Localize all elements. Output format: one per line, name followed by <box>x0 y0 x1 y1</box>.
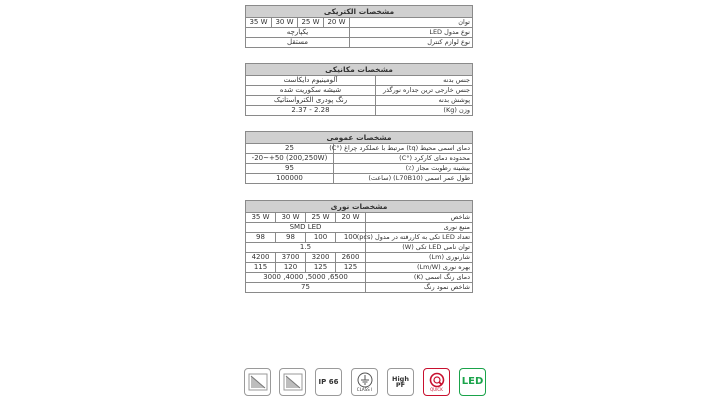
table-row: 95 بیشینه رطوبت مجاز (٪) <box>246 164 473 174</box>
table-row: 2.37 - 2.28 وزن (Kg) <box>246 106 473 116</box>
beam-angle-icon <box>279 368 306 396</box>
table-row: 115 120 125 125 بهره نوری (Lm/W) <box>246 263 473 273</box>
section-title: مشخصات نوری <box>246 201 473 213</box>
table-row: 4200 3700 3200 2600 شارنوری (Lm) <box>246 253 473 263</box>
class1-ground-icon: CLASS I <box>351 368 378 396</box>
table-row: شیشه سکوریت شده جنس خارجی ترین جداره نورگذر <box>246 86 473 96</box>
ip66-icon: IP 66 <box>315 368 342 396</box>
table-row: SMD LED منبع نوری <box>246 223 473 233</box>
mechanical-table <box>245 63 473 116</box>
section-title: مشخصات مکانیکی <box>246 64 473 76</box>
table-row: رنگ پودری الکترواستاتیک پوشش بدنه <box>246 96 473 106</box>
table-row: 3000 ,4000 ,5000 ,6500 دمای رنگ اسمی (K) <box>246 273 473 283</box>
table-row: یکپارچه نوع مدول LED <box>246 28 473 38</box>
table-row: -20~+50 (200,250W) محدوده دمای کارکرد (°C) <box>246 154 473 164</box>
section-title: مشخصات الکتریکی <box>246 6 473 18</box>
electrical-table <box>245 5 473 48</box>
table-row: 35 W 30 W 25 W 20 W شاخص <box>246 213 473 223</box>
beam-angle-icon <box>244 368 271 396</box>
table-row: 1.5 توان نامی LED تکی (W) <box>246 243 473 253</box>
table-row: آلومینیوم دایکاست جنس بدنه <box>246 76 473 86</box>
high-pf-icon: High PF <box>387 368 414 396</box>
quick-icon: QUICK <box>423 368 450 396</box>
led-icon: LED <box>459 368 486 396</box>
table-row: 100000 طول عمر اسمی (L70B10) (ساعت) <box>246 174 473 184</box>
optical-table <box>245 200 473 293</box>
table-row: 75 شاخص نمود رنگ <box>246 283 473 293</box>
table-row: مستقل نوع لوازم کنترل <box>246 38 473 48</box>
table-row: 35 W 30 W 25 W 20 W توان <box>246 18 473 28</box>
table-row: 25 دمای اسمی محیط (tq) مرتبط با عملکرد چراغ (°C) <box>246 144 473 154</box>
section-title: مشخصات عمومی <box>246 132 473 144</box>
general-table <box>245 131 473 184</box>
table-row: 98 98 100 100 تعداد LED تکی به کاررفته در مدول (pcs) <box>246 233 473 243</box>
